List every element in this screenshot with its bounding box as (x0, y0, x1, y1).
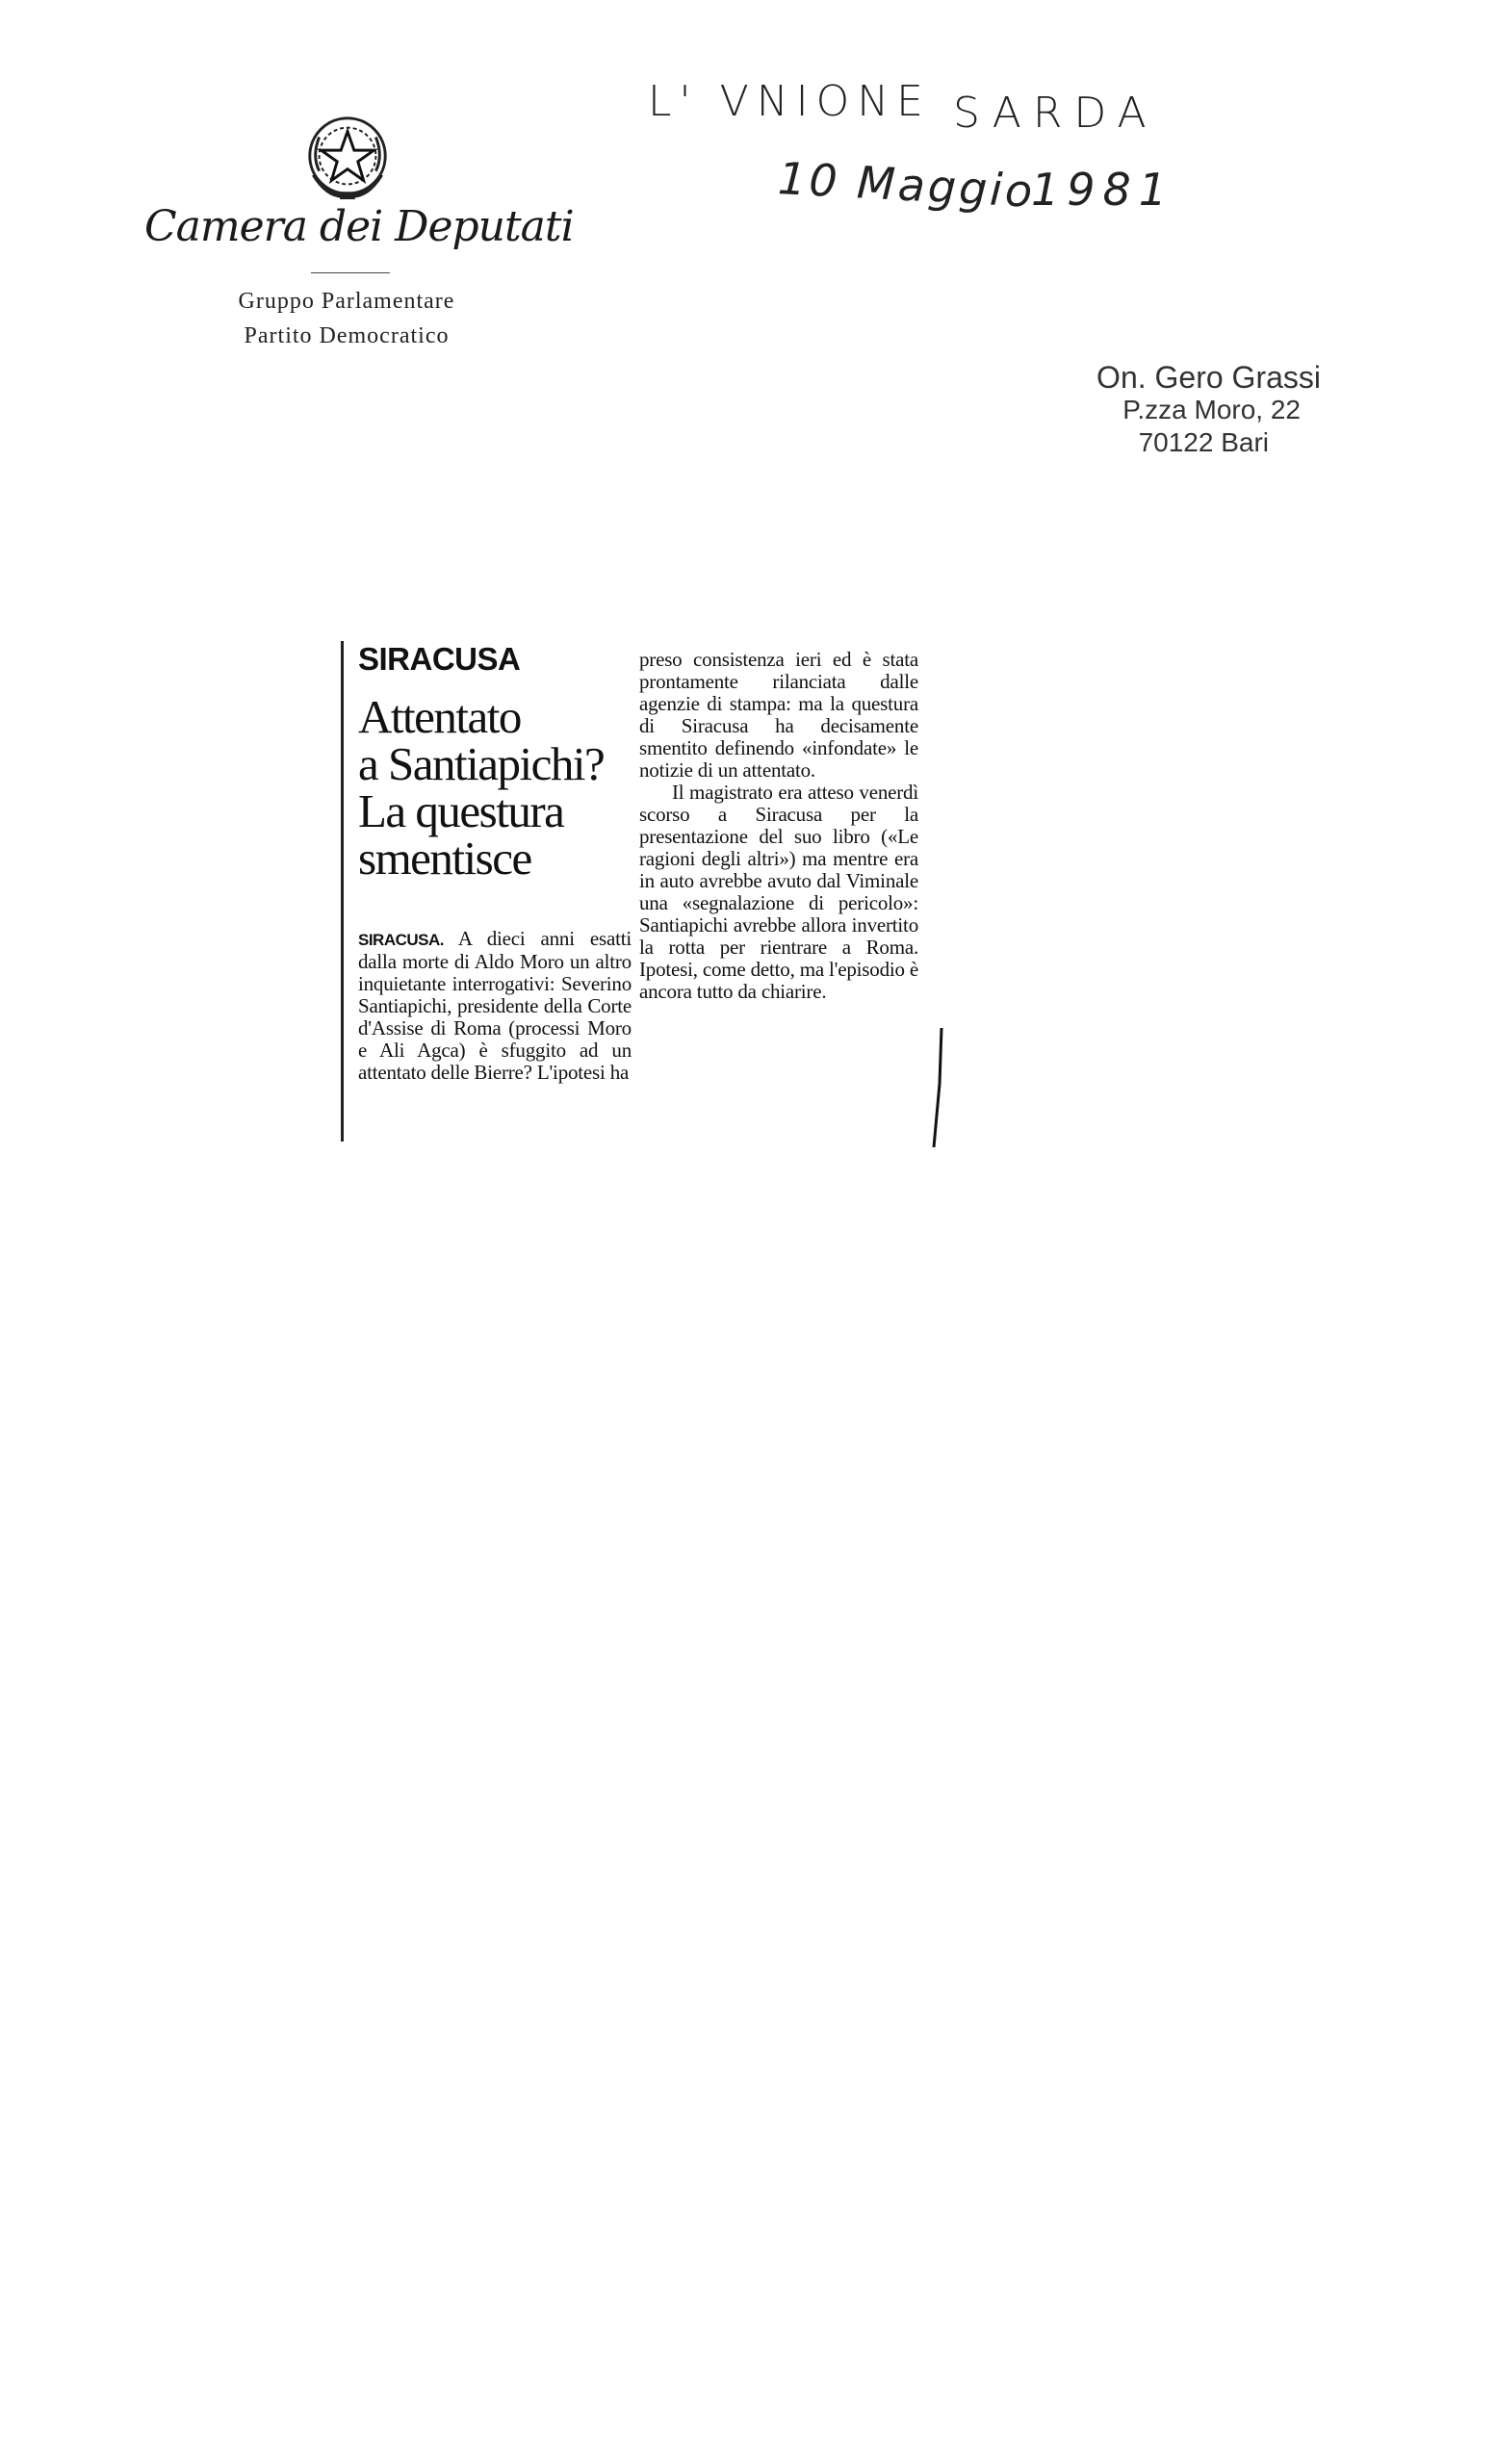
article-dateline: SIRACUSA. (358, 931, 445, 949)
party-name: Partito Democratico (244, 323, 450, 348)
letterhead-divider (311, 272, 390, 273)
headline-line: Attentato (358, 690, 521, 743)
pen-mark (930, 1026, 943, 1149)
headline-line: La questura (358, 784, 564, 837)
recipient-street: P.zza Moro, 22 (1122, 395, 1301, 424)
handwritten-date: 10 Maggio (776, 152, 1037, 218)
article-kicker: SIRACUSA (358, 641, 521, 677)
clipping-left-column (358, 641, 632, 1084)
article-headline (358, 690, 647, 885)
recipient-name: On. Gero Grassi (1096, 360, 1321, 395)
article-body-left-text: A dieci anni esatti dalla morte di Aldo Moro un altro inquietante interrogativi: Severino Santiapichi, presidente della Corte d'Assise di Roma (processi Moro e Ali Agca) è sfuggito ad un attentato delle Bierre? L'ipotesi ha (358, 927, 632, 1084)
italian-republic-emblem-icon (300, 108, 395, 204)
article-body-left (358, 928, 632, 1084)
article-body-right-paragraph-1: preso consistenza ieri ed è stata prontamente rilanciata dalle agenzie di stampa: ma la questura di Siracusa ha decisamente smentito definendo «infondate» le notizie di un attentato. (639, 648, 918, 782)
headline-line: a Santiapichi? (358, 737, 605, 790)
recipient-city: 70122 Bari (1138, 427, 1269, 457)
institution-name: Camera dei Deputati (144, 202, 574, 251)
handwritten-year: 1981 (1031, 164, 1175, 216)
parliamentary-group-label: Gruppo Parlamentare (238, 289, 455, 314)
newspaper-clipping (341, 641, 918, 1145)
article-body-right-paragraph-2: Il magistrato era atteso venerdì scorso a Siracusa per la presentazione del suo libro («Le ragioni degli altri») ma mentre era in auto avrebbe avuto dal Viminale una «segnalazione di pericolo»: Santiapichi avrebbe allora invertito la rotta per rientrare a Roma. Ipotesi, come detto, ma l'episodio è ancora tutto da chiarire. (639, 781, 918, 1003)
headline-line: smentisce (358, 832, 531, 885)
clipping-right-column (639, 649, 918, 1003)
clipping-border (341, 641, 344, 1142)
handwritten-newspaper-name-2: SARDA (953, 89, 1158, 138)
handwritten-newspaper-name: L' VNIONE (648, 77, 931, 126)
